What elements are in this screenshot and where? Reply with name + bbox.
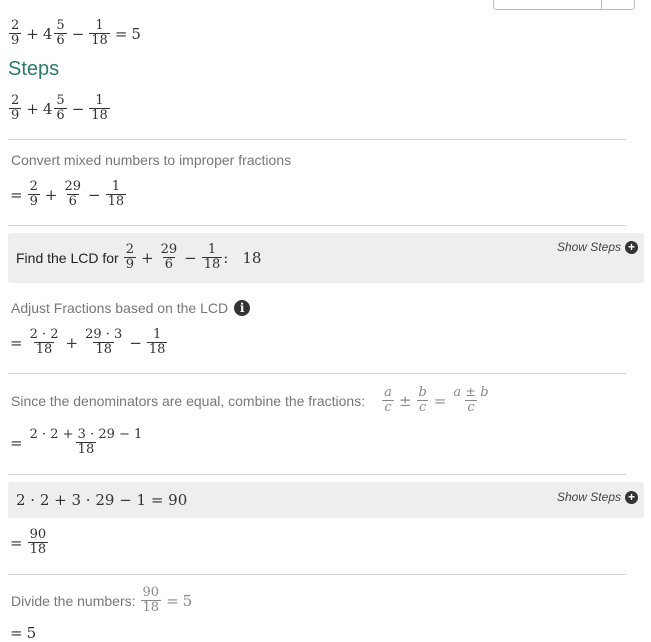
calc-expression: 2 · 2 + 3 · 29 − 1 = 90: [16, 491, 188, 509]
show-steps-button[interactable]: Show Steps +: [557, 490, 638, 504]
top-input-partial[interactable]: [493, 0, 635, 10]
divide-expression: $\frac{90}{18}$ = 5: [142, 585, 193, 615]
plus-circle-icon: +: [625, 491, 638, 504]
step3-expression: = $\frac{2 \cdot 2 + 3 \cdot 29 - 1}{18}$: [10, 427, 143, 457]
steps-title: Steps: [8, 58, 60, 80]
step1-expression: = $\frac{2}{9}$ + $\frac{29}{6}$ − $\frac{1}{18}$: [10, 179, 125, 209]
start-expression: $\frac{2}{9}$ + 4 $\frac{5}{6}$ − $\frac{1}{18}$: [11, 93, 108, 123]
divider: [8, 139, 626, 140]
step-label-convert: Convert mixed numbers to improper fractions: [11, 152, 292, 168]
step4-expression: = $\frac{90}{18}$: [10, 527, 47, 557]
divider: [8, 574, 626, 575]
step2-expression: = $\frac{2 \cdot 2}{18}$ + $\frac{29 \cdot 3}{18}$ − $\frac{1}{18}$: [10, 327, 166, 357]
step-label-combine: Since the denominators are equal, combine the fractions: $\frac{a}{c}$ ± $\frac{b}{c}$ = $\frac{a \pm b}{c}$: [11, 386, 492, 415]
divider: [8, 225, 626, 226]
info-icon[interactable]: i: [234, 300, 250, 316]
plus-circle-icon: +: [625, 241, 638, 254]
combine-rule: $\frac{a}{c}$ ± $\frac{b}{c}$ = $\frac{a \pm b}{c}$: [384, 385, 489, 415]
final-result: = 5: [10, 624, 37, 642]
fraction: $\frac{5}{6}$: [56, 18, 65, 48]
calc-step-box: [8, 482, 644, 518]
step-label-adjust: Adjust Fractions based on the LCD i: [11, 300, 250, 316]
top-input-divider: [601, 0, 602, 9]
problem-expression: $\frac{2}{9}$ + 4 $\frac{5}{6}$ − $\frac{1}{18}$ = 5: [11, 18, 141, 48]
fraction: $\frac{1}{18}$: [91, 18, 108, 48]
lcd-expression: Find the LCD for $\frac{2}{9}$ + $\frac{29}{6}$ − $\frac{1}{18}$ : 18: [16, 242, 262, 272]
lcd-step-box: [8, 233, 644, 283]
divider: [8, 474, 626, 475]
fraction: $\frac{2}{9}$: [11, 18, 20, 48]
step-label-divide: Divide the numbers: $\frac{90}{18}$ = 5: [11, 585, 193, 615]
show-steps-button[interactable]: Show Steps +: [557, 240, 638, 254]
divider: [8, 373, 626, 374]
